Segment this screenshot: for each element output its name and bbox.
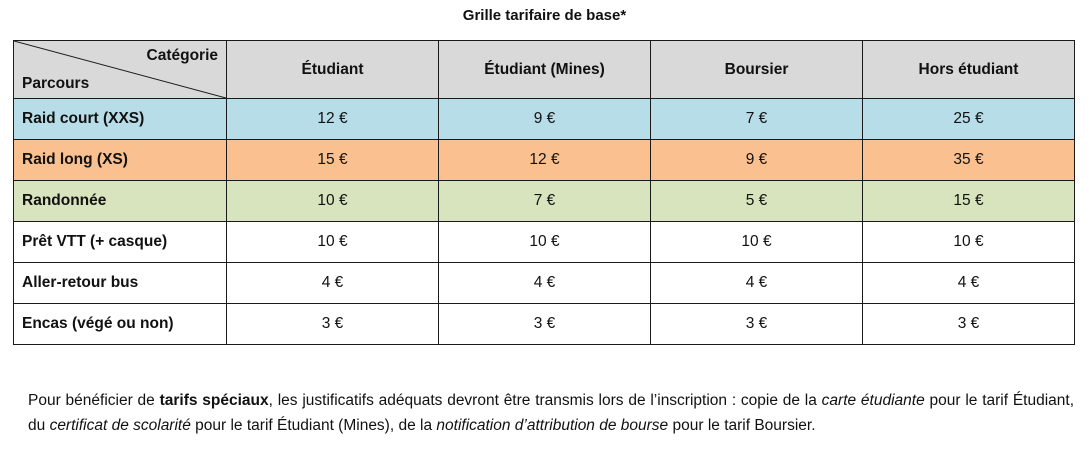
- price-cell: 12 €: [439, 140, 651, 181]
- price-cell: 4 €: [863, 263, 1075, 304]
- note-italic-student-card: carte étudiante: [821, 391, 925, 409]
- column-header: Étudiant (Mines): [439, 41, 651, 99]
- row-label: Aller-retour bus: [14, 263, 227, 304]
- note-italic-school-certificate: certificat de scolarité: [49, 416, 191, 434]
- price-cell: 4 €: [439, 263, 651, 304]
- row-label: Encas (végé ou non): [14, 304, 227, 345]
- price-cell: 9 €: [651, 140, 863, 181]
- corner-route-label: Parcours: [22, 75, 90, 92]
- price-cell: 10 €: [863, 222, 1075, 263]
- price-cell: 4 €: [227, 263, 439, 304]
- price-cell: 7 €: [439, 181, 651, 222]
- price-cell: 12 €: [227, 99, 439, 140]
- note-text: pour le tarif Étudiant, du: [28, 391, 1075, 434]
- row-label: Raid long (XS): [14, 140, 227, 181]
- header-row: [14, 41, 1075, 99]
- table-row: [14, 140, 1075, 181]
- note-text: pour le tarif Étudiant (Mines), de la: [190, 416, 437, 434]
- table-row: [14, 181, 1075, 222]
- price-cell: 15 €: [227, 140, 439, 181]
- table-row: [14, 263, 1075, 304]
- corner-header: [14, 41, 227, 99]
- price-cell: 4 €: [651, 263, 863, 304]
- price-cell: 3 €: [439, 304, 651, 345]
- price-cell: 3 €: [863, 304, 1075, 345]
- price-cell: 35 €: [863, 140, 1075, 181]
- row-label: Randonnée: [14, 181, 227, 222]
- column-header: Étudiant: [227, 41, 439, 99]
- note-text: pour le tarif Boursier.: [668, 416, 816, 434]
- corner-category-label: Catégorie: [146, 47, 218, 64]
- row-label: Prêt VTT (+ casque): [14, 222, 227, 263]
- column-header: Boursier: [651, 41, 863, 99]
- price-cell: 5 €: [651, 181, 863, 222]
- price-cell: 10 €: [651, 222, 863, 263]
- note-text: Pour bénéficier de: [28, 391, 160, 409]
- note-text: , les justificatifs adéquats devront être transmis lors de l’inscription : copie de la: [268, 391, 822, 409]
- note-italic-grant-notification: notification d’attribution de bourse: [436, 416, 669, 434]
- price-cell: 10 €: [439, 222, 651, 263]
- price-cell: 25 €: [863, 99, 1075, 140]
- table-row: [14, 304, 1075, 345]
- price-cell: 10 €: [227, 222, 439, 263]
- price-cell: 10 €: [227, 181, 439, 222]
- note-bold-special-rates: tarifs spéciaux: [159, 391, 269, 409]
- price-cell: 9 €: [439, 99, 651, 140]
- row-label: Raid court (XXS): [14, 99, 227, 140]
- price-cell: 3 €: [651, 304, 863, 345]
- price-table: [13, 40, 1075, 345]
- price-cell: 15 €: [863, 181, 1075, 222]
- table-row: [14, 99, 1075, 140]
- price-cell: 7 €: [651, 99, 863, 140]
- price-cell: 3 €: [227, 304, 439, 345]
- column-header: Hors étudiant: [863, 41, 1075, 99]
- justification-note: [28, 388, 1074, 438]
- table-row: [14, 222, 1075, 263]
- table-title: Grille tarifaire de base*: [462, 7, 627, 24]
